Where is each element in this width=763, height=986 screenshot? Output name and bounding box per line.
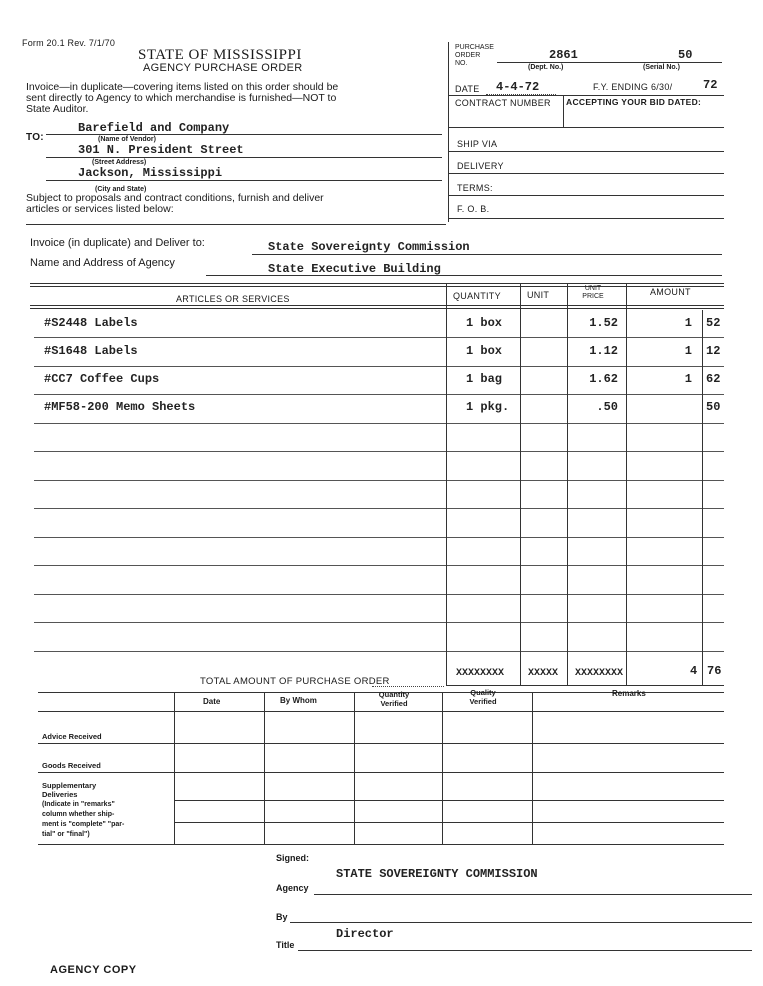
date-label: DATE xyxy=(455,84,480,94)
receipt-by-whom-header: By Whom xyxy=(280,696,317,705)
city-label: (City and State) xyxy=(95,186,147,193)
agency-signature-label: Agency xyxy=(276,883,309,893)
to-label: TO: xyxy=(26,132,44,143)
form-title: AGENCY PURCHASE ORDER xyxy=(143,62,303,74)
supplementary-deliveries-label: Supplementary Deliveries xyxy=(42,781,97,799)
total-price-filler: XXXXXXXX xyxy=(575,668,624,679)
item-article: #MF58-200 Memo Sheets xyxy=(44,400,196,414)
total-label: TOTAL AMOUNT OF PURCHASE ORDER xyxy=(200,676,390,687)
receipt-date-header: Date xyxy=(203,697,221,706)
goods-received-label: Goods Received xyxy=(42,761,101,770)
advice-received-label: Advice Received xyxy=(42,732,102,741)
item-quantity: 1 box xyxy=(466,344,503,358)
po-label: PURCHASE ORDER NO. xyxy=(455,44,494,67)
agency-name: State Sovereignty Commission xyxy=(268,240,470,254)
serial-label: (Serial No.) xyxy=(643,64,680,71)
dept-label: (Dept. No.) xyxy=(528,64,564,71)
bid-label: ACCEPTING YOUR BID DATED: xyxy=(566,97,702,107)
ruled-line xyxy=(34,565,724,566)
ruled-line xyxy=(34,537,724,538)
deliver-to-label: Invoice (in duplicate) and Deliver to: xyxy=(30,237,205,249)
state-title: STATE OF MISSISSIPPI xyxy=(138,47,302,63)
receipt-quantity-header: Quantity Verified xyxy=(378,690,410,708)
form-number: Form 20.1 Rev. 7/1/70 xyxy=(22,38,116,48)
agency-copy-footer: AGENCY COPY xyxy=(50,964,137,976)
fy-label: F.Y. ENDING 6/30/ xyxy=(593,82,673,92)
ruled-line xyxy=(34,651,724,652)
item-amount-dollars: 1 xyxy=(684,344,692,358)
ruled-line xyxy=(34,622,724,623)
signed-label: Signed: xyxy=(276,853,309,863)
title-label: Title xyxy=(276,940,295,950)
item-amount-dollars: 1 xyxy=(684,316,692,330)
item-amount-dollars: 1 xyxy=(684,372,692,386)
item-amount-cents: 52 xyxy=(706,316,721,330)
dept-number: 2861 xyxy=(549,48,578,62)
ruled-line xyxy=(34,337,724,338)
item-unit-price: .50 xyxy=(596,400,618,414)
total-cents: 76 xyxy=(707,664,722,678)
ship-via-label: SHIP VIA xyxy=(457,139,498,149)
item-quantity: 1 bag xyxy=(466,372,503,386)
item-article: #S1648 Labels xyxy=(44,344,138,358)
vendor-city: Jackson, Mississippi xyxy=(78,166,223,180)
fob-label: F. O. B. xyxy=(457,204,490,214)
delivery-label: DELIVERY xyxy=(457,161,504,171)
item-amount-cents: 50 xyxy=(706,400,721,414)
ruled-line xyxy=(34,394,724,395)
serial-number: 50 xyxy=(678,48,693,62)
unit-price-header: UNIT PRICE xyxy=(582,285,604,300)
ruled-line xyxy=(34,594,724,595)
indicate-note: (Indicate in "remarks" column whether ship- ment is "complete" "par- tial" or "final") xyxy=(42,801,125,838)
terms-label: TERMS: xyxy=(457,183,493,193)
item-unit-price: 1.12 xyxy=(589,344,618,358)
ruled-line xyxy=(34,451,724,452)
fiscal-year: 72 xyxy=(703,78,718,92)
ruled-line xyxy=(34,366,724,367)
agency-address: State Executive Building xyxy=(268,262,441,276)
item-unit-price: 1.62 xyxy=(589,372,618,386)
by-label: By xyxy=(276,912,288,922)
total-dollars: 4 xyxy=(690,664,698,678)
amount-header: AMOUNT xyxy=(650,287,691,297)
quantity-header: QUANTITY xyxy=(453,291,501,301)
subject-note: Subject to proposals and contract conditions, furnish and deliver articles or services listed below: xyxy=(26,192,324,215)
vendor-name: Barefield and Company xyxy=(78,121,230,135)
total-unit-filler: XXXXX xyxy=(528,668,559,679)
receipt-quality-header: Quality Verified xyxy=(469,688,497,706)
ruled-line xyxy=(34,508,724,509)
item-amount-cents: 62 xyxy=(706,372,721,386)
ruled-line xyxy=(34,480,724,481)
total-qty-filler: XXXXXXXX xyxy=(456,668,505,679)
street-label: (Street Address) xyxy=(92,159,147,166)
item-quantity: 1 box xyxy=(466,316,503,330)
item-article: #CC7 Coffee Cups xyxy=(44,372,160,386)
ruled-line xyxy=(34,423,724,424)
vendor-street: 301 N. President Street xyxy=(78,143,244,157)
signature-agency: STATE SOVEREIGNTY COMMISSION xyxy=(336,867,538,881)
item-amount-cents: 12 xyxy=(706,344,721,358)
item-unit-price: 1.52 xyxy=(589,316,618,330)
contract-label: CONTRACT NUMBER xyxy=(455,98,551,108)
unit-header: UNIT xyxy=(527,290,550,300)
receipt-remarks-header: Remarks xyxy=(612,689,646,698)
item-quantity: 1 pkg. xyxy=(466,400,510,414)
order-date: 4-4-72 xyxy=(496,80,540,94)
item-article: #S2448 Labels xyxy=(44,316,138,330)
invoice-note: Invoice—in duplicate—covering items listed on this order should be sent directly to Agency to which merchandise is furnished—NOT to State Auditor. xyxy=(26,81,339,115)
vendor-name-label: (Name of Vendor) xyxy=(98,136,156,143)
articles-header: ARTICLES OR SERVICES xyxy=(176,294,290,304)
agency-address-label: Name and Address of Agency xyxy=(30,257,175,269)
signature-title: Director xyxy=(336,927,394,941)
